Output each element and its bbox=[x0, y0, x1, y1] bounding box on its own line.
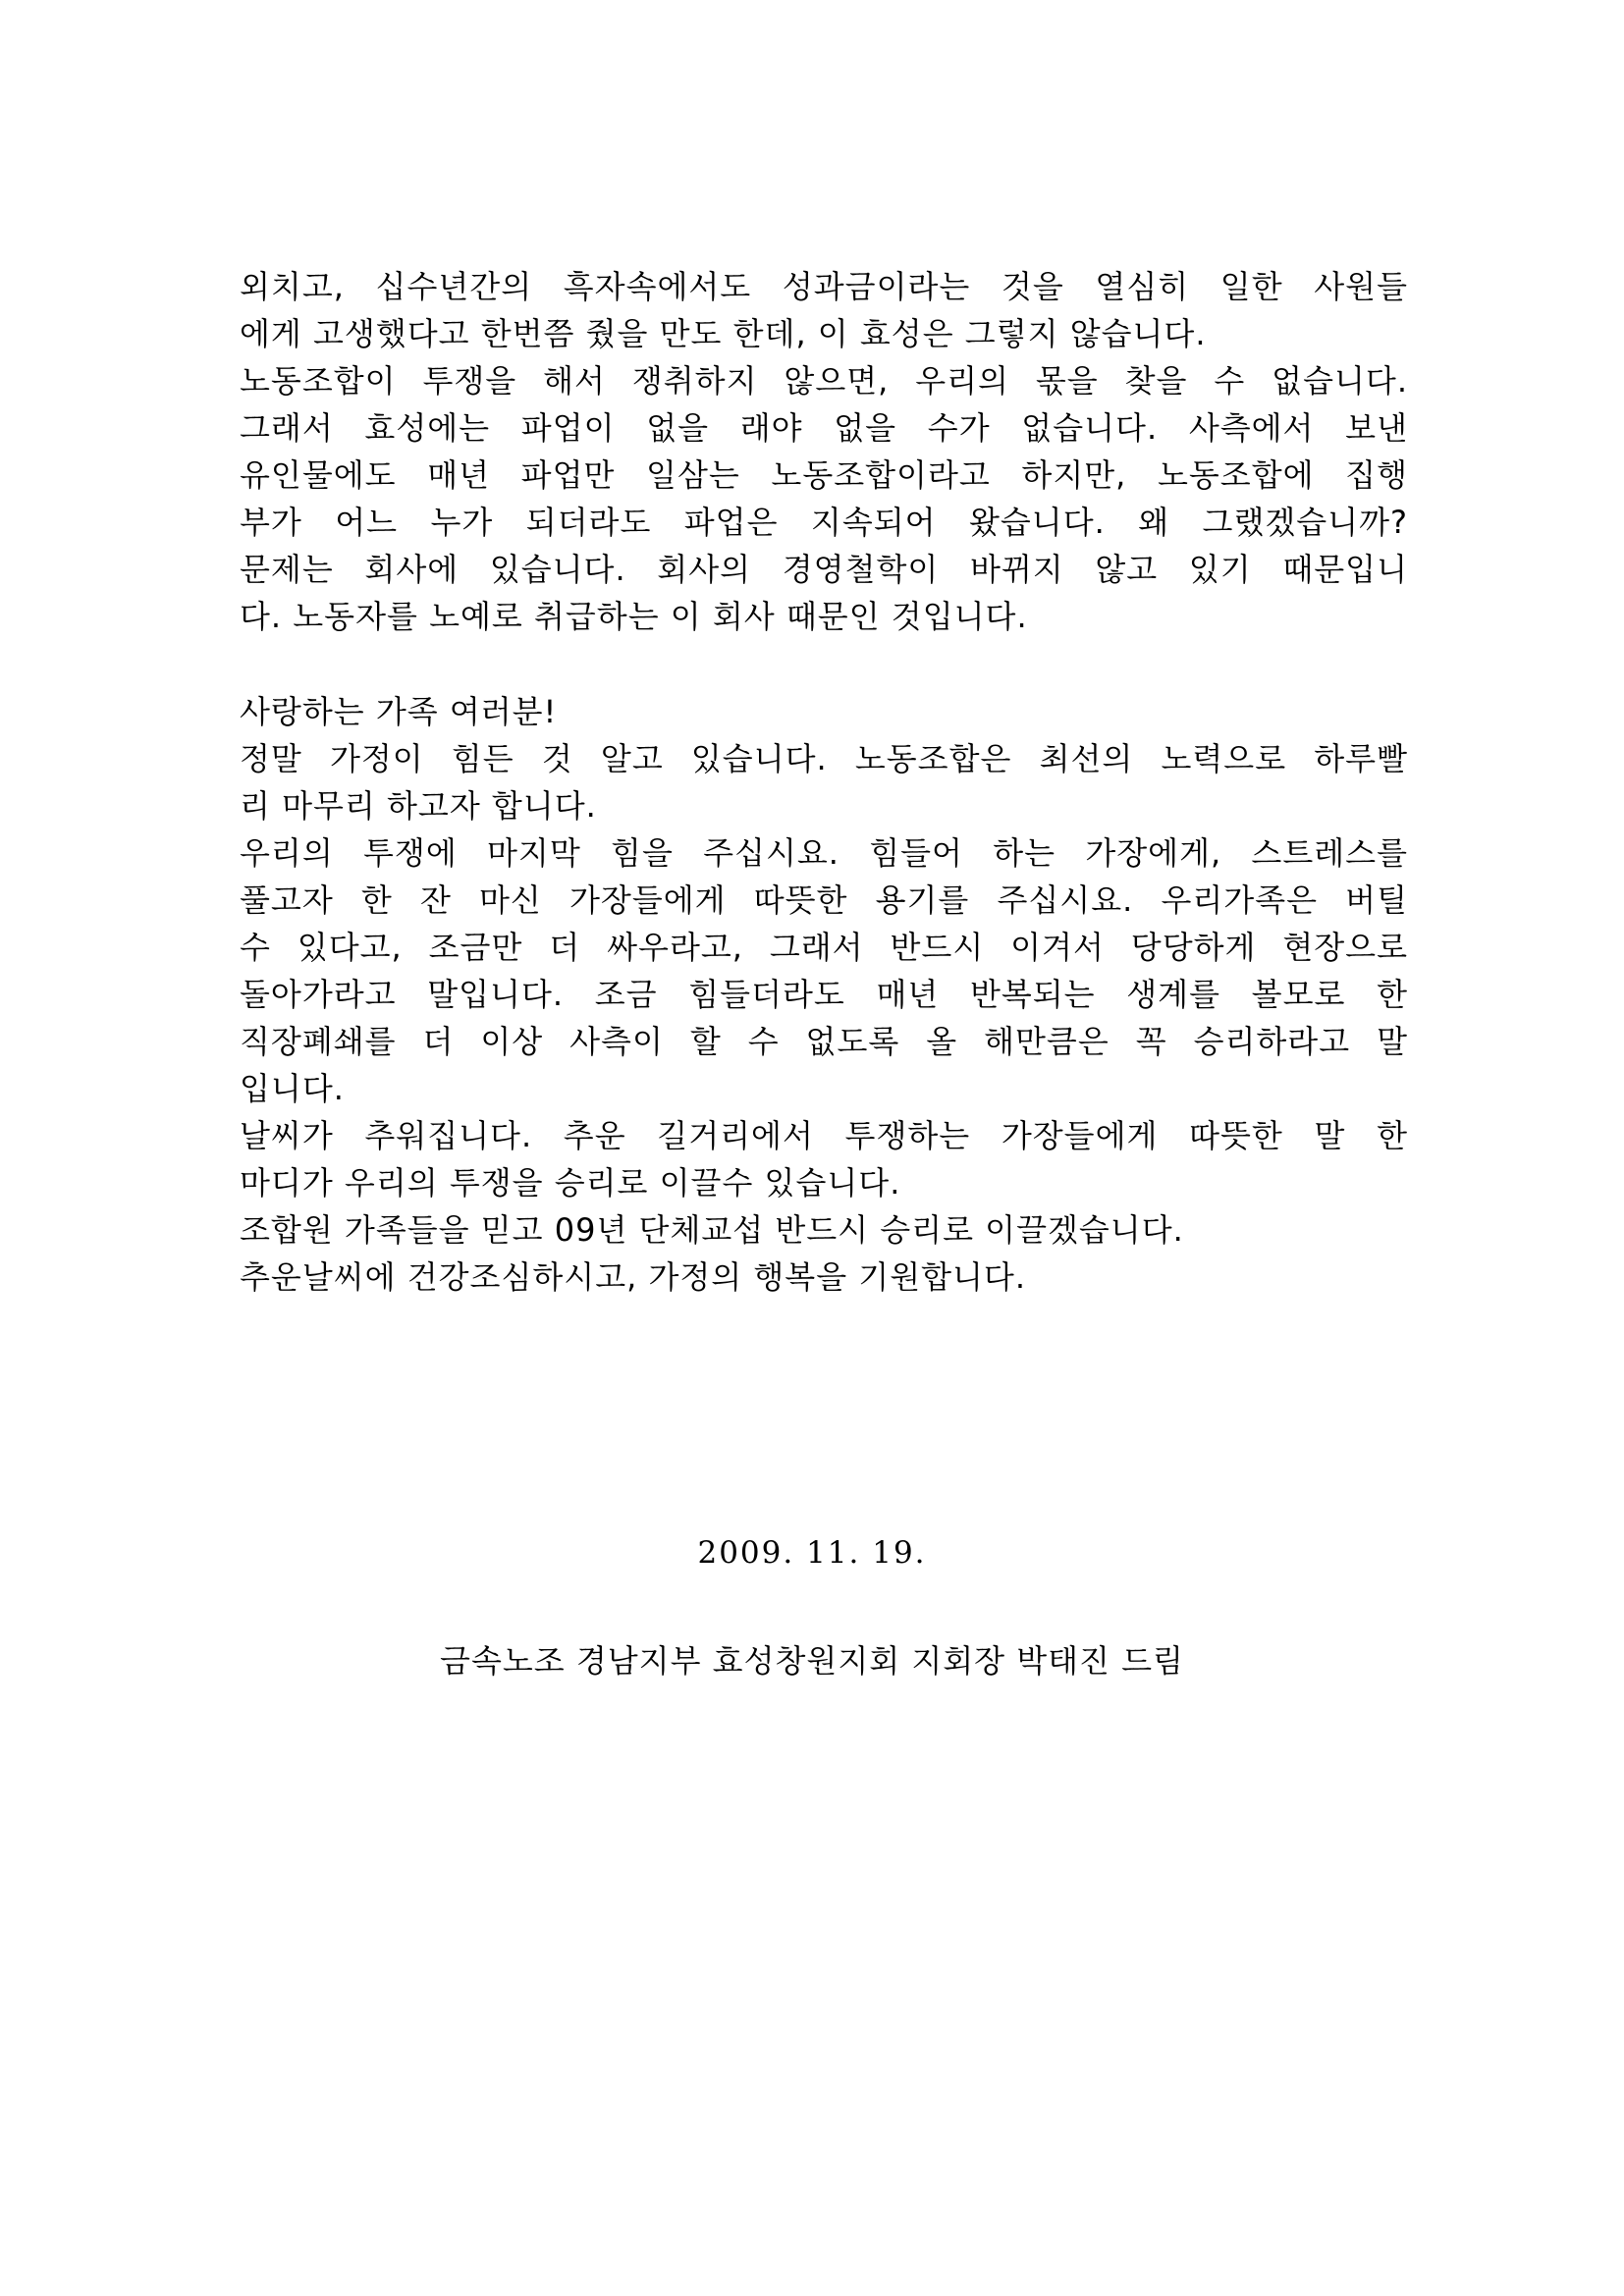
body-line: 외치고, 십수년간의 흑자속에서도 성과금이라는 것을 열심히 일한 사원들 bbox=[240, 268, 1408, 305]
paragraph-gap bbox=[240, 640, 1408, 688]
body-line: 문제는 회사에 있습니다. 회사의 경영철학이 바뀌지 않고 있기 때문입니 bbox=[240, 551, 1408, 588]
body-line: 우리의 투쟁에 마지막 힘을 주십시요. 힘들어 하는 가장에게, 스트레스를 bbox=[240, 834, 1408, 872]
body-line: 그래서 효성에는 파업이 없을 래야 없을 수가 없습니다. 사측에서 보낸 bbox=[240, 409, 1408, 447]
body-line: 수 있다고, 조금만 더 싸우라고, 그래서 반드시 이겨서 당당하게 현장으로 bbox=[240, 929, 1408, 966]
body-line: 다. 노동자를 노예로 취급하는 이 회사 때문인 것입니다. bbox=[240, 598, 1028, 635]
body-line: 에게 고생했다고 한번쯤 줬을 만도 한데, 이 효성은 그렇지 않습니다. bbox=[240, 315, 1207, 352]
body-line: 돌아가라고 말입니다. 조금 힘들더라도 매년 반복되는 생계를 볼모로 한 bbox=[240, 976, 1408, 1013]
letter-signature: 금속노조 경남지부 효성창원지회 지회장 박태진 드림 bbox=[440, 1642, 1184, 1680]
body-line: 노동조합이 투쟁을 해서 쟁취하지 않으면, 우리의 몫을 찾을 수 없습니다. bbox=[240, 362, 1408, 400]
letter-date: 2009. 11. 19. bbox=[697, 1535, 927, 1571]
body-line: 유인물에도 매년 파업만 일삼는 노동조합이라고 하지만, 노동조합에 집행 bbox=[240, 456, 1408, 494]
body-line: 정말 가정이 힘든 것 알고 있습니다. 노동조합은 최선의 노력으로 하루빨 bbox=[240, 740, 1408, 777]
body-line: 조합원 가족들을 믿고 09년 단체교섭 반드시 승리로 이끌겠습니다. bbox=[240, 1211, 1184, 1249]
body-line: 날씨가 추워집니다. 추운 길거리에서 투쟁하는 가장들에게 따뜻한 말 한 bbox=[240, 1117, 1408, 1154]
body-line: 풀고자 한 잔 마신 가장들에게 따뜻한 용기를 주십시요. 우리가족은 버틸 bbox=[240, 881, 1408, 919]
body-line: 마디가 우리의 투쟁을 승리로 이끌수 있습니다. bbox=[240, 1164, 901, 1201]
body-line: 사랑하는 가족 여러분! bbox=[240, 693, 558, 730]
body-line: 직장폐쇄를 더 이상 사측이 할 수 없도록 올 해만큼은 꼭 승리하라고 말 bbox=[240, 1023, 1408, 1060]
body-line: 추운날씨에 건강조심하시고, 가정의 행복을 기원합니다. bbox=[240, 1258, 1027, 1296]
letter-body bbox=[240, 263, 1408, 1301]
body-line: 리 마무리 하고자 합니다. bbox=[240, 787, 597, 825]
body-line: 부가 어느 누가 되더라도 파업은 지속되어 왔습니다. 왜 그랬겠습니까? bbox=[240, 504, 1408, 541]
body-line: 입니다. bbox=[240, 1070, 345, 1107]
